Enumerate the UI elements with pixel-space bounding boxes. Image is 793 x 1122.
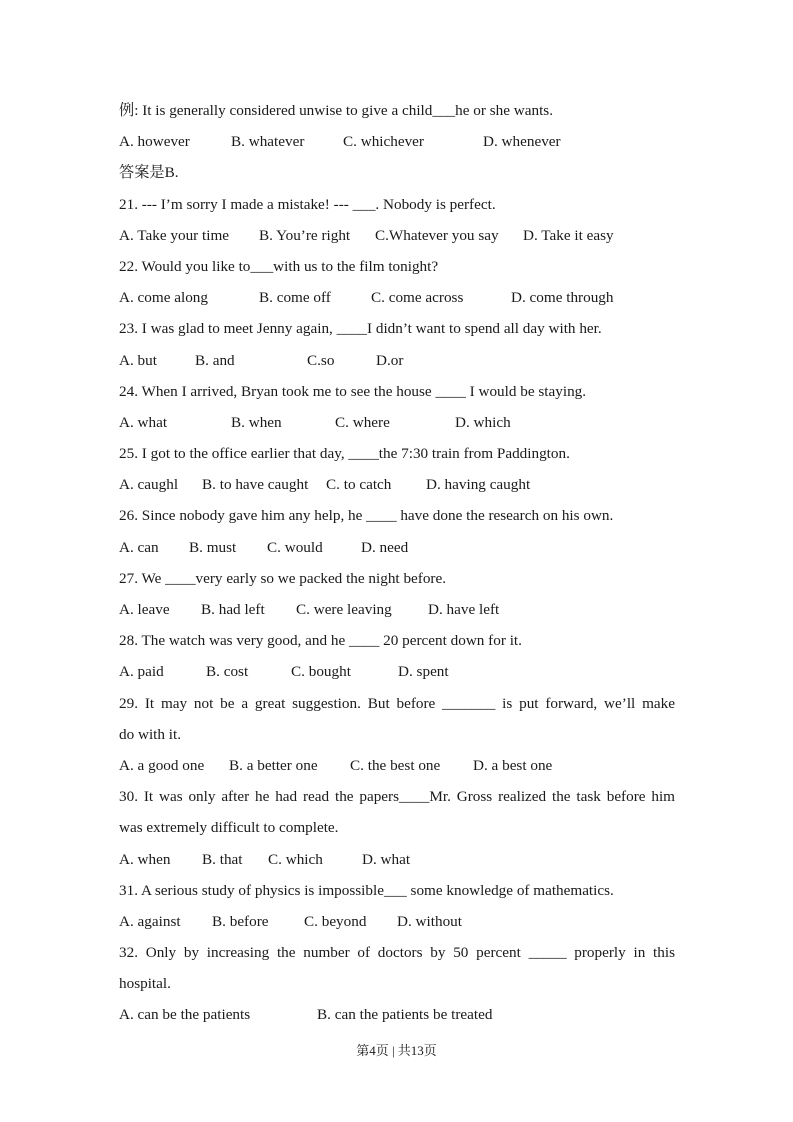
option-c: C. bought — [291, 663, 351, 681]
option-a: A. when — [119, 850, 171, 868]
example-options — [119, 131, 675, 162]
question-24-options — [119, 412, 675, 443]
option-b: B. must — [189, 538, 237, 556]
option-d: D. without — [397, 912, 462, 930]
question-31-options — [119, 911, 675, 942]
option-b: B. and — [195, 351, 235, 369]
option-a: A. caughl — [119, 476, 179, 494]
option-d: D.or — [376, 351, 404, 369]
example-option-d: D. whenever — [483, 133, 561, 151]
question-26-stem: 26. Since nobody gave him any help, he ____ have done the research on his own. — [119, 507, 614, 525]
question-25-stem: 25. I got to the office earlier that day, ____the 7:30 train from Paddington. — [119, 445, 570, 463]
question-29-stem-line-2: do with it. — [119, 725, 182, 743]
option-c: C. beyond — [304, 912, 367, 930]
question-22-stem: 22. Would you like to___with us to the film tonight? — [119, 257, 439, 275]
option-c: C. were leaving — [296, 601, 392, 618]
option-b: B. You’re right — [259, 226, 351, 244]
option-c: C. would — [267, 538, 323, 556]
question-23-stem: 23. I was glad to meet Jenny again, ____I didn’t want to spend all day with her. — [119, 320, 602, 338]
option-d: D. come through — [511, 289, 614, 307]
option-c: C. come across — [371, 289, 464, 307]
option-b: B. come off — [259, 289, 331, 307]
question-30-options — [119, 849, 675, 880]
option-c: C. to catch — [326, 476, 392, 494]
question-21-options — [119, 225, 675, 256]
page-footer: 第4页 | 共13页 — [356, 1043, 437, 1058]
option-a: A. what — [119, 413, 168, 431]
example-option-c: C. whichever — [343, 133, 424, 151]
option-a: A. but — [119, 351, 157, 369]
question-28-stem: 28. The watch was very good, and he ____ 20 percent down for it. — [119, 632, 522, 650]
option-b: B. that — [202, 850, 243, 868]
option-c: C. the best one — [350, 756, 441, 774]
example-option-b: B. whatever — [231, 133, 305, 151]
question-32-stem-line-2: hospital. — [119, 975, 171, 993]
option-d: D. having caught — [426, 476, 531, 494]
question-26-options — [119, 537, 675, 568]
option-c: C. which — [268, 850, 323, 868]
question-22-options — [119, 287, 675, 318]
question-30-stem-line-2: was extremely difficult to complete. — [119, 819, 339, 837]
option-c: C. where — [335, 413, 390, 431]
option-d: D. need — [361, 538, 409, 556]
option-b: B. a better one — [229, 756, 318, 774]
question-21-stem: 21. --- I’m sorry I made a mistake! --- ___. Nobody is perfect. — [119, 195, 496, 213]
option-d: D. a best one — [473, 756, 553, 774]
option-a: A. a good one — [119, 756, 205, 774]
question-25-options — [119, 474, 675, 505]
example-option-a: A. however — [119, 133, 190, 151]
question-32-stem-line-1: 32. Only by increasing the number of doctors by 50 percent _____ properly in this — [119, 944, 675, 962]
question-29-stem-line-1: 29. It may not be a great suggestion. But before _______ is put forward, we’ll make — [119, 694, 675, 712]
option-d: D. which — [455, 413, 511, 431]
question-30-stem-line-1: 30. It was only after he had read the papers____Mr. Gross realized the task before him — [119, 788, 675, 806]
question-24-stem: 24. When I arrived, Bryan took me to see the house ____ I would be staying. — [119, 382, 587, 400]
question-32-options — [119, 1004, 675, 1035]
option-b: B. to have caught — [202, 476, 309, 494]
question-23-options — [119, 350, 675, 381]
option-c: C.Whatever you say — [375, 226, 499, 244]
option-b: B. had left — [201, 601, 265, 618]
option-d: D. have left — [428, 601, 500, 618]
option-d: D. spent — [398, 663, 449, 681]
option-d: D. Take it easy — [523, 226, 614, 244]
option-a: A. can — [119, 538, 159, 556]
option-b: B. cost — [206, 663, 249, 681]
question-29-options — [119, 755, 675, 786]
option-b: B. before — [212, 912, 269, 930]
option-b: B. when — [231, 413, 282, 431]
question-31-stem: 31. A serious study of physics is impossible___ some knowledge of mathematics. — [119, 881, 614, 899]
question-list — [119, 100, 675, 1036]
option-d: D. what — [362, 850, 411, 868]
option-a: A. can be the patients — [119, 1006, 251, 1024]
option-a: A. leave — [119, 601, 170, 618]
example-question: 例: It is generally considered unwise to give a child___he or she wants. — [119, 102, 554, 119]
question-28-options — [119, 661, 675, 692]
option-c: C.so — [307, 351, 335, 369]
question-27-options — [119, 599, 675, 630]
option-a: A. paid — [119, 663, 164, 681]
example-answer: 答案是B. — [119, 164, 179, 182]
option-a: A. against — [119, 912, 181, 930]
question-27-stem: 27. We ____very early so we packed the night before. — [119, 569, 447, 587]
option-a: A. come along — [119, 289, 208, 307]
option-a: A. Take your time — [119, 226, 230, 244]
option-b: B. can the patients be treated — [317, 1006, 493, 1024]
